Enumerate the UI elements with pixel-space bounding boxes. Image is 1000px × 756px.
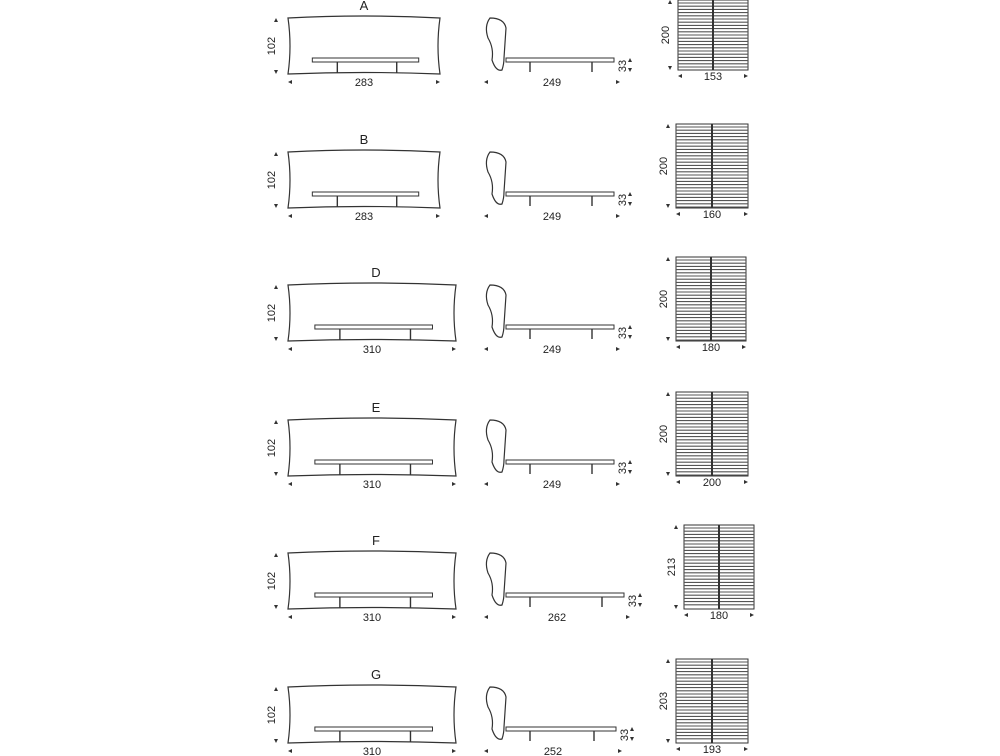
variant-row-d bbox=[266, 257, 746, 356]
slat-length-value: 213 bbox=[666, 557, 678, 577]
front-width-dimension bbox=[288, 612, 456, 624]
dimension-arrowhead bbox=[666, 257, 670, 261]
dimension-arrowhead bbox=[616, 482, 620, 486]
dimension-arrowhead bbox=[288, 749, 292, 753]
slat-plan-view bbox=[678, 0, 748, 70]
front-width-dimension bbox=[288, 211, 440, 223]
slat-width-value: 193 bbox=[702, 744, 722, 756]
dimension-arrowhead bbox=[616, 214, 620, 218]
dimension-arrowhead bbox=[744, 212, 748, 216]
variant-label: G bbox=[370, 667, 382, 682]
headboard-outline bbox=[288, 685, 456, 743]
dimension-arrowhead bbox=[484, 615, 488, 619]
leg-height-value: 33 bbox=[617, 326, 629, 340]
slat-length-value: 200 bbox=[658, 289, 670, 309]
leg-height-value: 33 bbox=[617, 461, 629, 475]
slat-width-dimension bbox=[684, 610, 754, 622]
variant-label: B bbox=[359, 132, 369, 147]
variant-label: D bbox=[371, 265, 381, 280]
bed-frame-front bbox=[315, 727, 433, 731]
leg-height-dimension bbox=[617, 58, 632, 72]
dimension-arrowhead bbox=[274, 687, 278, 691]
leg-height-value: 33 bbox=[617, 193, 629, 207]
side-length-value: 249 bbox=[542, 77, 562, 89]
slat-plan-view bbox=[676, 659, 748, 743]
dimension-arrowhead bbox=[274, 70, 278, 74]
dimension-arrowhead bbox=[274, 285, 278, 289]
dimension-arrowhead bbox=[744, 747, 748, 751]
variant-row-a bbox=[266, 0, 748, 89]
leg-height-value: 33 bbox=[619, 728, 631, 742]
bed-frame-side bbox=[506, 593, 624, 597]
dimension-arrowhead bbox=[676, 345, 680, 349]
leg-height-value: 33 bbox=[617, 59, 629, 73]
side-view bbox=[486, 687, 616, 741]
dimension-arrowhead bbox=[666, 392, 670, 396]
leg-height-value: 33 bbox=[627, 594, 639, 608]
dimension-arrowhead bbox=[452, 749, 456, 753]
dimension-arrowhead bbox=[616, 347, 620, 351]
slat-length-value: 200 bbox=[660, 25, 672, 45]
dimension-arrowhead bbox=[452, 482, 456, 486]
slat-length-dimension bbox=[658, 392, 670, 476]
headboard-outline bbox=[288, 283, 456, 341]
headboard-profile bbox=[486, 152, 506, 204]
height-dimension bbox=[266, 18, 278, 74]
height-dimension bbox=[266, 687, 278, 743]
dimension-arrowhead bbox=[484, 214, 488, 218]
headboard-profile bbox=[486, 18, 506, 70]
dimension-arrowhead bbox=[288, 80, 292, 84]
slat-length-dimension bbox=[658, 257, 670, 341]
dimension-arrowhead bbox=[676, 747, 680, 751]
dimension-arrowhead bbox=[684, 613, 688, 617]
length-dimension bbox=[484, 211, 620, 223]
bed-frame-side bbox=[506, 325, 614, 329]
headboard-outline bbox=[288, 551, 456, 609]
slat-length-dimension bbox=[666, 525, 678, 609]
headboard-profile bbox=[486, 420, 506, 472]
leg-height-dimension bbox=[627, 593, 642, 607]
dimension-arrowhead bbox=[484, 347, 488, 351]
dimension-arrowhead bbox=[742, 345, 746, 349]
height-value: 102 bbox=[266, 36, 278, 56]
dimension-arrowhead bbox=[452, 615, 456, 619]
side-view bbox=[486, 152, 614, 206]
variant-label: F bbox=[372, 533, 380, 548]
front-width-value: 283 bbox=[354, 77, 374, 89]
length-dimension bbox=[484, 612, 630, 624]
bed-frame-side bbox=[506, 58, 614, 62]
dimension-arrowhead bbox=[674, 605, 678, 609]
side-view bbox=[486, 285, 614, 339]
bed-frame-front bbox=[312, 192, 418, 196]
dimension-arrowhead bbox=[274, 420, 278, 424]
length-dimension bbox=[484, 746, 622, 756]
slat-width-value: 180 bbox=[709, 610, 729, 622]
leg-height-dimension bbox=[617, 460, 632, 474]
slat-plan-view bbox=[676, 392, 748, 476]
front-width-value: 310 bbox=[362, 746, 382, 756]
dimension-arrowhead bbox=[484, 749, 488, 753]
dimension-arrowhead bbox=[668, 0, 672, 4]
slat-width-value: 153 bbox=[703, 71, 723, 83]
height-dimension bbox=[266, 553, 278, 609]
dimension-arrowhead bbox=[484, 80, 488, 84]
headboard-outline bbox=[288, 16, 440, 74]
slat-width-dimension bbox=[676, 342, 746, 354]
dimension-arrowhead bbox=[666, 739, 670, 743]
slat-plan-view bbox=[684, 525, 754, 609]
dimension-arrowhead bbox=[666, 204, 670, 208]
leg-height-dimension bbox=[617, 325, 632, 339]
front-width-value: 283 bbox=[354, 211, 374, 223]
slat-width-value: 160 bbox=[702, 209, 722, 221]
headboard-outline bbox=[288, 418, 456, 476]
slat-width-dimension bbox=[676, 744, 748, 756]
leg-height-dimension bbox=[617, 192, 632, 206]
slat-width-dimension bbox=[676, 209, 748, 221]
slat-length-value: 203 bbox=[658, 691, 670, 711]
front-width-dimension bbox=[288, 77, 440, 89]
side-length-value: 262 bbox=[547, 612, 567, 624]
height-dimension bbox=[266, 152, 278, 208]
dimension-arrowhead bbox=[750, 613, 754, 617]
side-length-value: 249 bbox=[542, 211, 562, 223]
dimension-arrowhead bbox=[666, 124, 670, 128]
bed-frame-front bbox=[315, 593, 433, 597]
dimension-arrowhead bbox=[274, 472, 278, 476]
variant-row-g bbox=[266, 659, 748, 756]
height-value: 102 bbox=[266, 438, 278, 458]
slat-plan-view bbox=[676, 257, 746, 341]
front-view bbox=[288, 685, 456, 743]
front-width-dimension bbox=[288, 479, 456, 491]
height-dimension bbox=[266, 285, 278, 341]
front-width-dimension bbox=[288, 344, 456, 356]
dimension-arrowhead bbox=[666, 472, 670, 476]
dimension-arrowhead bbox=[616, 80, 620, 84]
height-value: 102 bbox=[266, 170, 278, 190]
dimension-arrowhead bbox=[274, 204, 278, 208]
dimension-arrowhead bbox=[288, 615, 292, 619]
variant-row-b bbox=[266, 124, 748, 223]
variant-label: A bbox=[359, 0, 369, 13]
front-view bbox=[288, 551, 456, 609]
dimension-arrowhead bbox=[668, 66, 672, 70]
bed-frame-front bbox=[315, 460, 433, 464]
front-width-value: 310 bbox=[362, 612, 382, 624]
leg-height-dimension bbox=[619, 727, 634, 741]
dimension-arrowhead bbox=[288, 482, 292, 486]
side-length-value: 249 bbox=[542, 479, 562, 491]
dimension-arrowhead bbox=[674, 525, 678, 529]
headboard-outline bbox=[288, 150, 440, 208]
length-dimension bbox=[484, 77, 620, 89]
front-width-value: 310 bbox=[362, 479, 382, 491]
headboard-profile bbox=[486, 687, 506, 739]
dimension-arrowhead bbox=[274, 605, 278, 609]
bed-frame-side bbox=[506, 727, 616, 731]
dimension-arrowhead bbox=[618, 749, 622, 753]
slat-width-dimension bbox=[676, 477, 748, 489]
dimension-arrowhead bbox=[676, 212, 680, 216]
side-length-value: 252 bbox=[543, 746, 563, 756]
bed-frame-front bbox=[312, 58, 418, 62]
side-view bbox=[486, 420, 614, 474]
front-view bbox=[288, 16, 440, 74]
dimension-arrowhead bbox=[288, 214, 292, 218]
variant-label: E bbox=[371, 400, 381, 415]
dimension-arrowhead bbox=[274, 553, 278, 557]
height-value: 102 bbox=[266, 303, 278, 323]
height-dimension bbox=[266, 420, 278, 476]
variant-row-f bbox=[266, 525, 754, 624]
bed-frame-side bbox=[506, 460, 614, 464]
dimension-arrowhead bbox=[676, 480, 680, 484]
front-width-value: 310 bbox=[362, 344, 382, 356]
front-view bbox=[288, 283, 456, 341]
side-length-value: 249 bbox=[542, 344, 562, 356]
bed-frame-side bbox=[506, 192, 614, 196]
height-value: 102 bbox=[266, 705, 278, 725]
dimension-arrowhead bbox=[744, 480, 748, 484]
dimension-arrowhead bbox=[744, 74, 748, 78]
dimension-arrowhead bbox=[274, 152, 278, 156]
front-width-dimension bbox=[288, 746, 456, 756]
bed-frame-front bbox=[315, 325, 433, 329]
slat-width-value: 200 bbox=[702, 477, 722, 489]
dimension-arrowhead bbox=[274, 739, 278, 743]
slat-length-value: 200 bbox=[658, 156, 670, 176]
dimension-arrowhead bbox=[666, 337, 670, 341]
length-dimension bbox=[484, 344, 620, 356]
headboard-profile bbox=[486, 553, 506, 605]
headboard-profile bbox=[486, 285, 506, 337]
dimension-arrowhead bbox=[452, 347, 456, 351]
slat-length-dimension bbox=[658, 124, 670, 208]
dimension-arrowhead bbox=[288, 347, 292, 351]
front-view bbox=[288, 418, 456, 476]
slat-length-value: 200 bbox=[658, 424, 670, 444]
dimension-arrowhead bbox=[626, 615, 630, 619]
dimension-arrowhead bbox=[274, 337, 278, 341]
slat-plan-view bbox=[676, 124, 748, 208]
side-view bbox=[486, 553, 624, 607]
dimension-arrowhead bbox=[678, 74, 682, 78]
length-dimension bbox=[484, 479, 620, 491]
slat-length-dimension bbox=[658, 659, 670, 743]
slat-width-dimension bbox=[678, 71, 748, 83]
dimension-arrowhead bbox=[484, 482, 488, 486]
variant-row-e bbox=[266, 392, 748, 491]
front-view bbox=[288, 150, 440, 208]
dimension-arrowhead bbox=[436, 214, 440, 218]
dimension-arrowhead bbox=[436, 80, 440, 84]
height-value: 102 bbox=[266, 571, 278, 591]
dimension-arrowhead bbox=[666, 659, 670, 663]
dimension-arrowhead bbox=[274, 18, 278, 22]
slat-length-dimension bbox=[660, 0, 672, 70]
side-view bbox=[486, 18, 614, 72]
slat-width-value: 180 bbox=[701, 342, 721, 354]
